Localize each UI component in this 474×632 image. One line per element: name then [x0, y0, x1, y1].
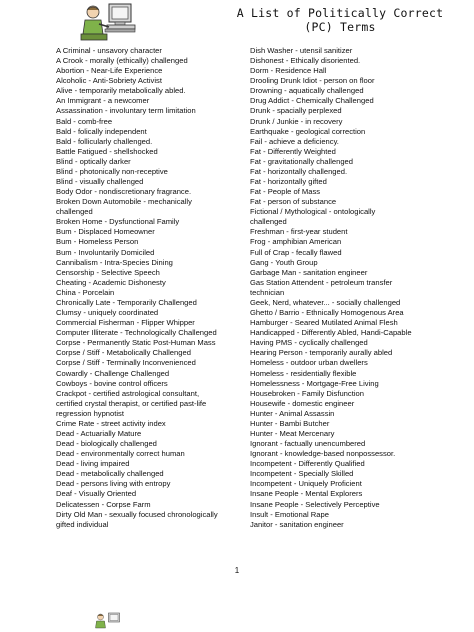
list-item: Bald - comb-free	[56, 116, 113, 126]
list-item: Broken Down Automobile - mechanically	[56, 197, 192, 207]
list-item: Janitor - sanitation engineer	[250, 519, 344, 529]
list-item: Bum - Involuntarily Domiciled	[56, 247, 155, 257]
list-item: Dead - metabolically challenged	[56, 469, 164, 479]
list-item: Crime Rate - street activity index	[56, 418, 166, 428]
list-item: Alive - temporarily metabolically abled.	[56, 86, 186, 96]
list-item: Body Odor - nondiscretionary fragrance.	[56, 187, 192, 197]
computer-user-logo-bottom-icon	[79, 612, 137, 632]
list-item: Incompetent - Differently Qualified	[250, 459, 365, 469]
list-item: Incompetent - Specially Skilled	[250, 469, 354, 479]
list-item: A Crook - morally (ethically) challenged	[56, 56, 188, 66]
list-item: Insane People - Selectively Perceptive	[250, 499, 380, 509]
list-item: Fail - achieve a deficiency.	[250, 136, 339, 146]
list-item: Corpse / Stiff - Metabolically Challenged	[56, 348, 191, 358]
list-item: gifted individual	[56, 519, 109, 529]
list-item: Bald - follicularly challenged.	[56, 136, 153, 146]
title-line-1: A List of Politically Correct	[236, 6, 444, 20]
list-item: Corpse - Permanently Static Post-Human Mass	[56, 338, 216, 348]
list-item: Commercial Fisherman - Flipper Whipper	[56, 318, 195, 328]
list-item: Dead - Actuarially Mature	[56, 428, 142, 438]
list-item: Freshman - first-year student	[250, 227, 348, 237]
computer-user-logo-icon	[79, 2, 137, 42]
list-item: Gas Station Attendent - petroleum transfer	[250, 277, 393, 287]
list-item: Hamburger - Seared Mutilated Animal Flesh	[250, 318, 398, 328]
list-item: Cowardly - Challenge Challenged	[56, 368, 170, 378]
list-item: Clumsy - uniquely coordinated	[56, 308, 159, 318]
list-item: Gang - Youth Group	[250, 257, 318, 267]
list-item: Fat - person of substance	[250, 197, 337, 207]
list-item: Blind - photonically non-receptive	[56, 166, 168, 176]
list-item: Frog - amphibian American	[250, 237, 342, 247]
left-column-terms	[56, 46, 234, 530]
list-item: Cheating - Academic Dishonesty	[56, 277, 166, 287]
list-item: Alcoholic - Anti-Sobriety Activist	[56, 76, 162, 86]
list-item: Bum - Homeless Person	[56, 237, 139, 247]
list-item: Blind - optically darker	[56, 156, 131, 166]
list-item: Drunk / Junkie - in recovery	[250, 116, 343, 126]
list-item: Insult - Emotional Rape	[250, 509, 329, 519]
list-item: Handicapped - Differently Abled, Handi-Capable	[250, 328, 412, 338]
list-item: challenged	[56, 207, 93, 217]
right-column-terms	[250, 46, 440, 530]
list-item: regression hypnotist	[56, 408, 124, 418]
list-item: technician	[250, 287, 285, 297]
list-item: Drooling Drunk Idiot - person on floor	[250, 76, 375, 86]
list-item: A Criminal - unsavory character	[56, 46, 162, 55]
list-item: Computer Illiterate - Technologically Challenged	[56, 328, 217, 338]
list-item: Cannibalism - Intra-Species Dining	[56, 257, 173, 267]
list-item: Abortion - Near-Life Experience	[56, 66, 163, 76]
list-item: Homeless - outdoor urban dwellers	[250, 358, 368, 368]
list-item: Incompetent - Uniquely Proficient	[250, 479, 362, 489]
list-item: Dead - biologically challenged	[56, 439, 157, 449]
list-item: Ghetto / Barrio - Ethnically Homogenous Area	[250, 308, 404, 318]
list-item: Housewife - domestic engineer	[250, 398, 355, 408]
document-title	[215, 6, 465, 34]
list-item: Having PMS - cyclically challenged	[250, 338, 368, 348]
list-item: challenged	[250, 217, 287, 227]
list-item: Fat - horizontally challenged.	[250, 166, 348, 176]
list-item: Bald - folically independent	[56, 126, 147, 136]
list-item: Hearing Person - temporarily aurally abled	[250, 348, 393, 358]
list-item: An Immigrant - a newcomer	[56, 96, 150, 106]
list-item: Delicatessen - Corpse Farm	[56, 499, 151, 509]
list-item: Dead - environmentally correct human	[56, 449, 185, 459]
page-number: 1	[234, 566, 240, 575]
title-line-2: (PC) Terms	[304, 20, 376, 34]
list-item: Dead - persons living with entropy	[56, 479, 171, 489]
list-item: certified crystal therapist, or certified past-life	[56, 398, 207, 408]
list-item: Chronically Late - Temporarily Challenged	[56, 297, 197, 307]
list-item: Deaf - Visually Oriented	[56, 489, 137, 499]
list-item: China - Porcelain	[56, 287, 115, 297]
list-item: Dish Washer - utensil sanitizer	[250, 46, 353, 55]
list-item: Dishonest - Ethically disoriented.	[250, 56, 361, 66]
list-item: Bum - Displaced Homeowner	[56, 227, 155, 237]
list-item: Homelessness - Mortgage-Free Living	[250, 378, 379, 388]
list-item: Dead - living impaired	[56, 459, 130, 469]
list-item: Dorm - Residence Hall	[250, 66, 327, 76]
list-item: Fat - Differently Weighted	[250, 146, 336, 156]
list-item: Drug Addict - Chemically Challenged	[250, 96, 374, 106]
list-item: Geek, Nerd, whatever... - socially challenged	[250, 297, 401, 307]
list-item: Earthquake - geological correction	[250, 126, 366, 136]
list-item: Hunter - Animal Assassin	[250, 408, 335, 418]
list-item: Broken Home - Dysfunctional Family	[56, 217, 180, 227]
list-item: Battle Fatigued - shellshocked	[56, 146, 158, 156]
list-item: Drunk - spacially perplexed	[250, 106, 342, 116]
list-item: Fat - horizontally gifted	[250, 177, 327, 187]
list-item: Drowning - aquatically challenged	[250, 86, 364, 96]
list-item: Corpse / Stiff - Terminally Inconvenienced	[56, 358, 196, 368]
list-item: Cowboys - bovine control officers	[56, 378, 168, 388]
list-item: Fat - People of Mass	[250, 187, 321, 197]
list-item: Housebroken - Family Disfunction	[250, 388, 364, 398]
list-item: Hunter - Bambi Butcher	[250, 418, 330, 428]
list-item: Crackpot - certified astrological consultant,	[56, 388, 200, 398]
list-item: Garbage Man - sanitation engineer	[250, 267, 368, 277]
list-item: Ignorant - factually unencumbered	[250, 439, 366, 449]
list-item: Dirty Old Man - sexually focused chronologically	[56, 509, 218, 519]
list-item: Blind - visually challenged	[56, 177, 144, 187]
list-item: Fictional / Mythological - ontologically	[250, 207, 376, 217]
list-item: Fat - gravitationally challenged	[250, 156, 353, 166]
list-item: Full of Crap - fecally flawed	[250, 247, 342, 257]
list-item: Censorship - Selective Speech	[56, 267, 160, 277]
list-item: Homeless - residentially flexible	[250, 368, 357, 378]
list-item: Insane People - Mental Explorers	[250, 489, 363, 499]
list-item: Assassination - involuntary term limitation	[56, 106, 196, 116]
list-item: Hunter - Meat Mercenary	[250, 428, 335, 438]
list-item: Ignorant - knowledge-based nonpossessor.	[250, 449, 396, 459]
